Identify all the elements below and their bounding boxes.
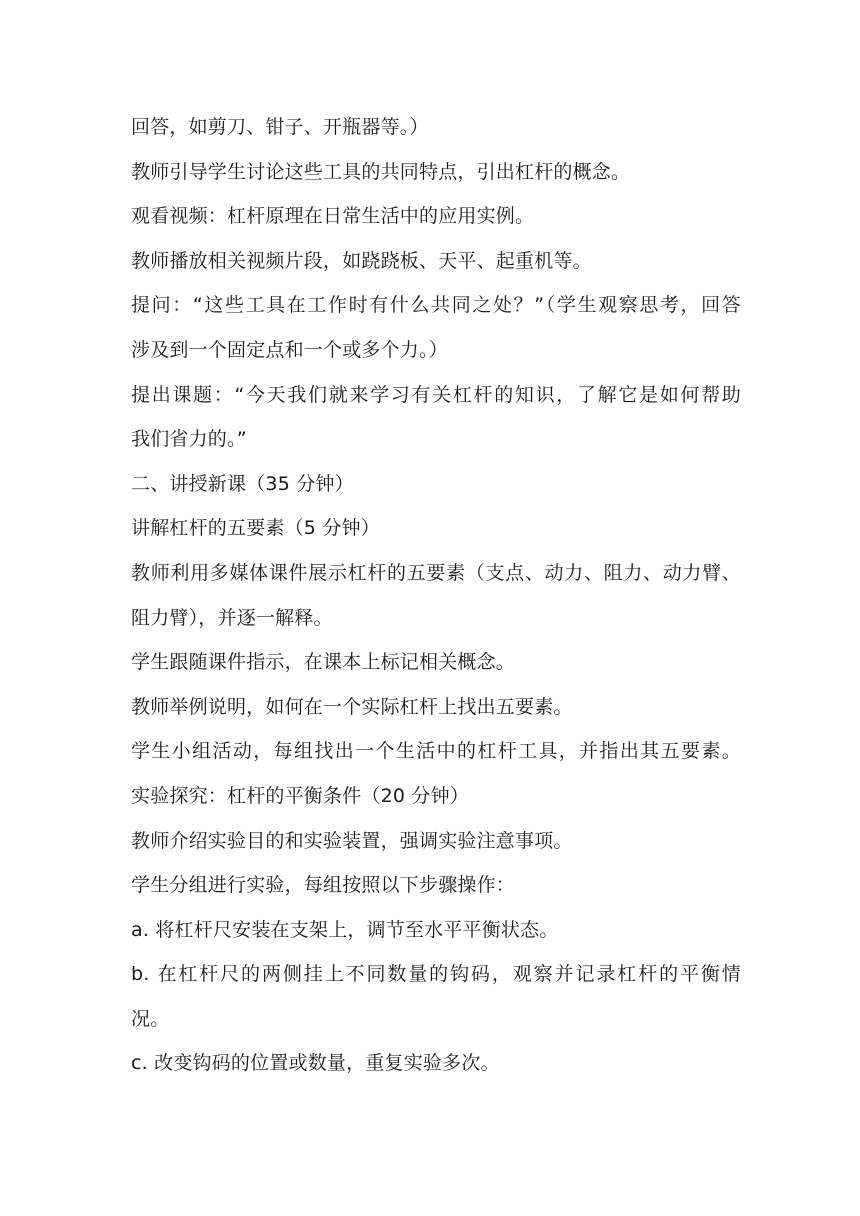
text-line: 提出课题：“今天我们就来学习有关杠杆的知识，了解它是如何帮助 — [131, 383, 741, 406]
text-line: 涉及到一个固定点和一个或多个力。） — [131, 338, 448, 361]
text-line: 教师介绍实验目的和实验装置，强调实验注意事项。 — [131, 829, 573, 852]
section-heading: 二、讲授新课（35 分钟） — [131, 472, 354, 495]
document-body — [131, 105, 741, 1086]
list-item: a. 将杠杆尺安装在支架上，调节至水平平衡状态。 — [131, 918, 559, 941]
text-line: 观看视频：杠杆原理在日常生活中的应用实例。 — [131, 205, 535, 228]
text-line: 提问：“这些工具在工作时有什么共同之处？”（学生观察思考，回答 — [131, 294, 741, 317]
text-line: 学生分组进行实验，每组按照以下步骤操作： — [131, 874, 516, 897]
text-line: 教师播放相关视频片段，如跷跷板、天平、起重机等。 — [131, 249, 592, 272]
text-line: 我们省力的。” — [131, 428, 247, 451]
list-item: b. 在杠杆尺的两侧挂上不同数量的钩码，观察并记录杠杆的平衡情 — [131, 963, 741, 986]
subsection-heading: 讲解杠杆的五要素（5 分钟） — [131, 517, 380, 540]
text-line: 况。 — [131, 1007, 170, 1030]
text-line: 教师引导学生讨论这些工具的共同特点，引出杠杆的概念。 — [131, 160, 631, 183]
text-line: 学生小组活动，每组找出一个生活中的杠杆工具，并指出其五要素。 — [131, 740, 741, 763]
text-line: 阻力臂），并逐一解释。 — [131, 606, 333, 629]
subsection-heading: 实验探究：杠杆的平衡条件（20 分钟） — [131, 784, 470, 807]
text-line: 教师利用多媒体课件展示杠杆的五要素（支点、动力、阻力、动力臂、 — [131, 561, 741, 584]
text-line: 回答，如剪刀、钳子、开瓶器等。） — [131, 116, 429, 138]
text-line: 学生跟随课件指示，在课本上标记相关概念。 — [131, 651, 516, 674]
text-line: 教师举例说明，如何在一个实际杠杆上找出五要素。 — [131, 695, 573, 718]
list-item: c. 改变钩码的位置或数量，重复实验多次。 — [131, 1052, 500, 1075]
